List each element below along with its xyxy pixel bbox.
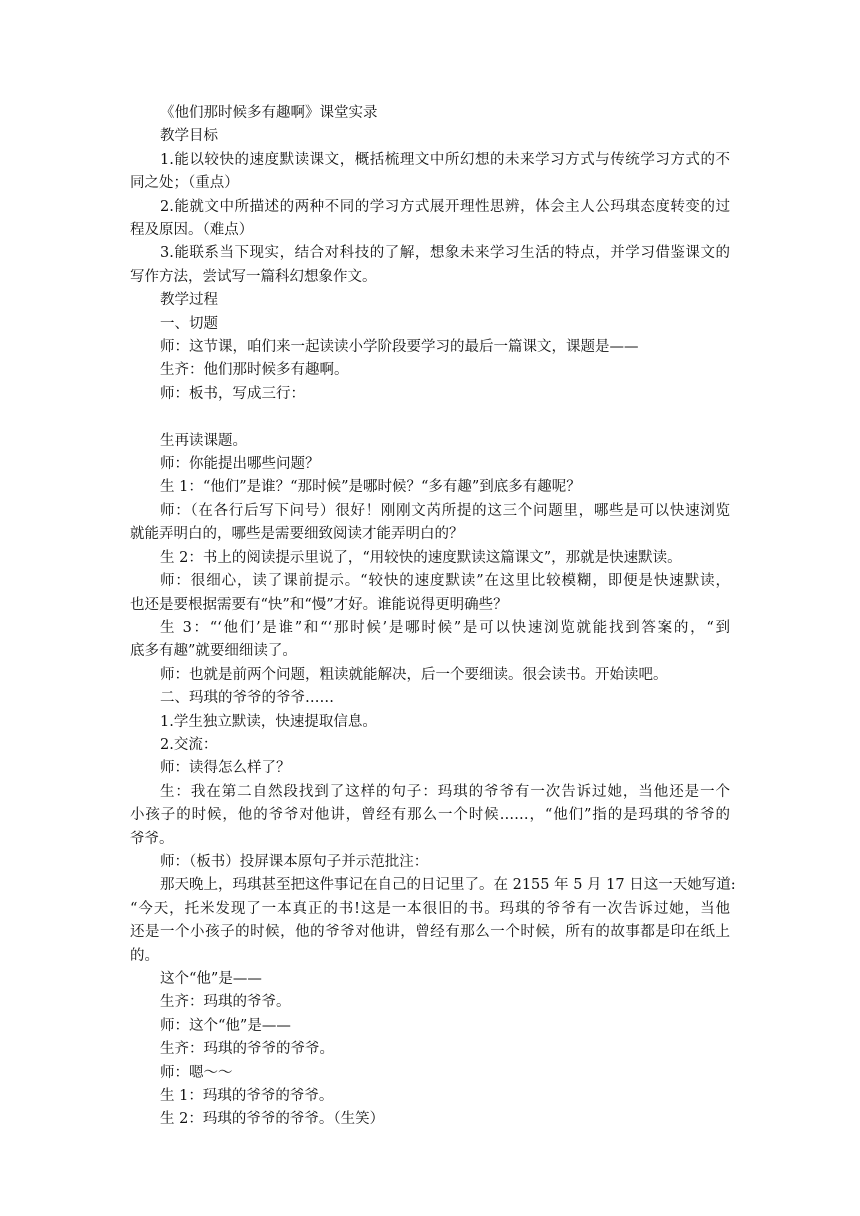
text-line: 生 2：玛琪的爷爷的爷爷。（生笑） [160, 1111, 385, 1128]
text-line: 生齐：玛琪的爷爷的爷爷。 [160, 1041, 334, 1058]
text-line: 的。 [130, 947, 159, 964]
text-line: 底多有趣”就要细细读了。 [130, 643, 297, 660]
text-line: 师：这节课，咱们来一起读读小学阶段要学习的最后一篇课文，课题是—— [160, 339, 639, 356]
text-line: 师：（在各行后写下问号）很好！刚刚文芮所提的这三个问题里，哪些是可以快速浏览 [160, 502, 730, 519]
text-line: 生：我在第二自然段找到了这样的句子：玛琪的爷爷有一次告诉过她，当他还是一个 [160, 783, 730, 800]
text-line: 生 1：“他们”是谁？“那时候”是哪时候？“多有趣”到底多有趣呢？ [160, 479, 581, 496]
text-line: 生齐：玛琪的爷爷。 [160, 994, 291, 1011]
text-line: “今天，托米发现了一本真正的书!这是一本很旧的书。玛琪的爷爷有一次告诉过她，当他 [130, 900, 730, 917]
text-line: 这个“他”是—— [160, 971, 262, 988]
text-line: 小孩子的时候，他的爷爷对他讲，曾经有那么一个时候……，“他们”指的是玛琪的爷爷的 [130, 807, 730, 824]
text-line: 写作方法，尝试写一篇科幻想象作文。 [130, 268, 377, 285]
text-line: 也还是要根据需要有“快”和“慢”才好。谁能说得更明确些？ [130, 596, 508, 613]
text-line: 二、玛琪的爷爷的爷爷…… [160, 690, 334, 707]
text-line: 师：这个“他”是—— [160, 1017, 291, 1034]
text-line: 1.能以较快的速度默读课文，概括梳理文中所幻想的未来学习方式与传统学习方式的不 [160, 151, 730, 168]
text-line: 2.交流： [160, 736, 218, 753]
text-line: 师：你能提出哪些问题？ [160, 456, 320, 473]
text-line: 师：很细心，读了课前提示。“较快的速度默读”在这里比较模糊，即便是快速默读， [160, 573, 730, 590]
text-line: 教学过程 [160, 292, 218, 309]
document-page [130, 102, 736, 1132]
text-line: 《他们那时候多有趣啊》课堂实录 [160, 105, 378, 121]
text-line: 师：读得怎么样了？ [160, 760, 291, 777]
text-line: 生齐：他们那时候多有趣啊。 [160, 362, 349, 379]
blank-line [130, 406, 730, 429]
text-line: 程及原因。（难点） [130, 222, 254, 239]
text-line: 一、切题 [160, 315, 218, 332]
text-line: 生 3：“‘他们’是谁”和“‘那时候’是哪时候”是可以快速浏览就能找到答案的，“到 [160, 619, 730, 636]
text-line: 那天晚上，玛琪甚至把这件事记在自己的日记里了。在 2155 年 5 月 17 日这一天她写道: [160, 877, 736, 894]
text-line: 师：板书，写成三行： [160, 385, 305, 402]
text-line: 就能弄明白的，哪些是需要细致阅读才能弄明白的？ [130, 526, 464, 543]
text-line: 教学目标 [160, 128, 218, 145]
text-line: 生再读课题。 [160, 432, 247, 449]
text-line: 爷爷。 [130, 830, 174, 847]
text-line: 还是一个小孩子的时候，他的爷爷对他讲，曾经有那么一个时候，所有的故事都是印在纸上 [130, 924, 730, 941]
text-line: 3.能联系当下现实，结合对科技的了解，想象未来学习生活的特点，并学习借鉴课文的 [160, 245, 730, 262]
text-line: 生 1：玛琪的爷爷的爷爷。 [160, 1088, 334, 1105]
text-line: 师：也就是前两个问题，粗读就能解决，后一个要细读。很会读书。开始读吧。 [160, 666, 668, 683]
text-line: 师：（板书）投屏课本原句子并示范批注： [160, 853, 429, 870]
text-line: 师：嗯～～ [160, 1064, 233, 1081]
text-line: 2.能就文中所描述的两种不同的学习方式展开理性思辨，体会主人公玛琪态度转变的过 [160, 198, 730, 215]
text-line: 生 2：书上的阅读提示里说了，“用较快的速度默读这篇课文”，那就是快速默读。 [160, 549, 682, 566]
text-line: 1.学生独立默读，快速提取信息。 [160, 713, 377, 730]
text-line: 同之处；（重点） [130, 175, 239, 192]
